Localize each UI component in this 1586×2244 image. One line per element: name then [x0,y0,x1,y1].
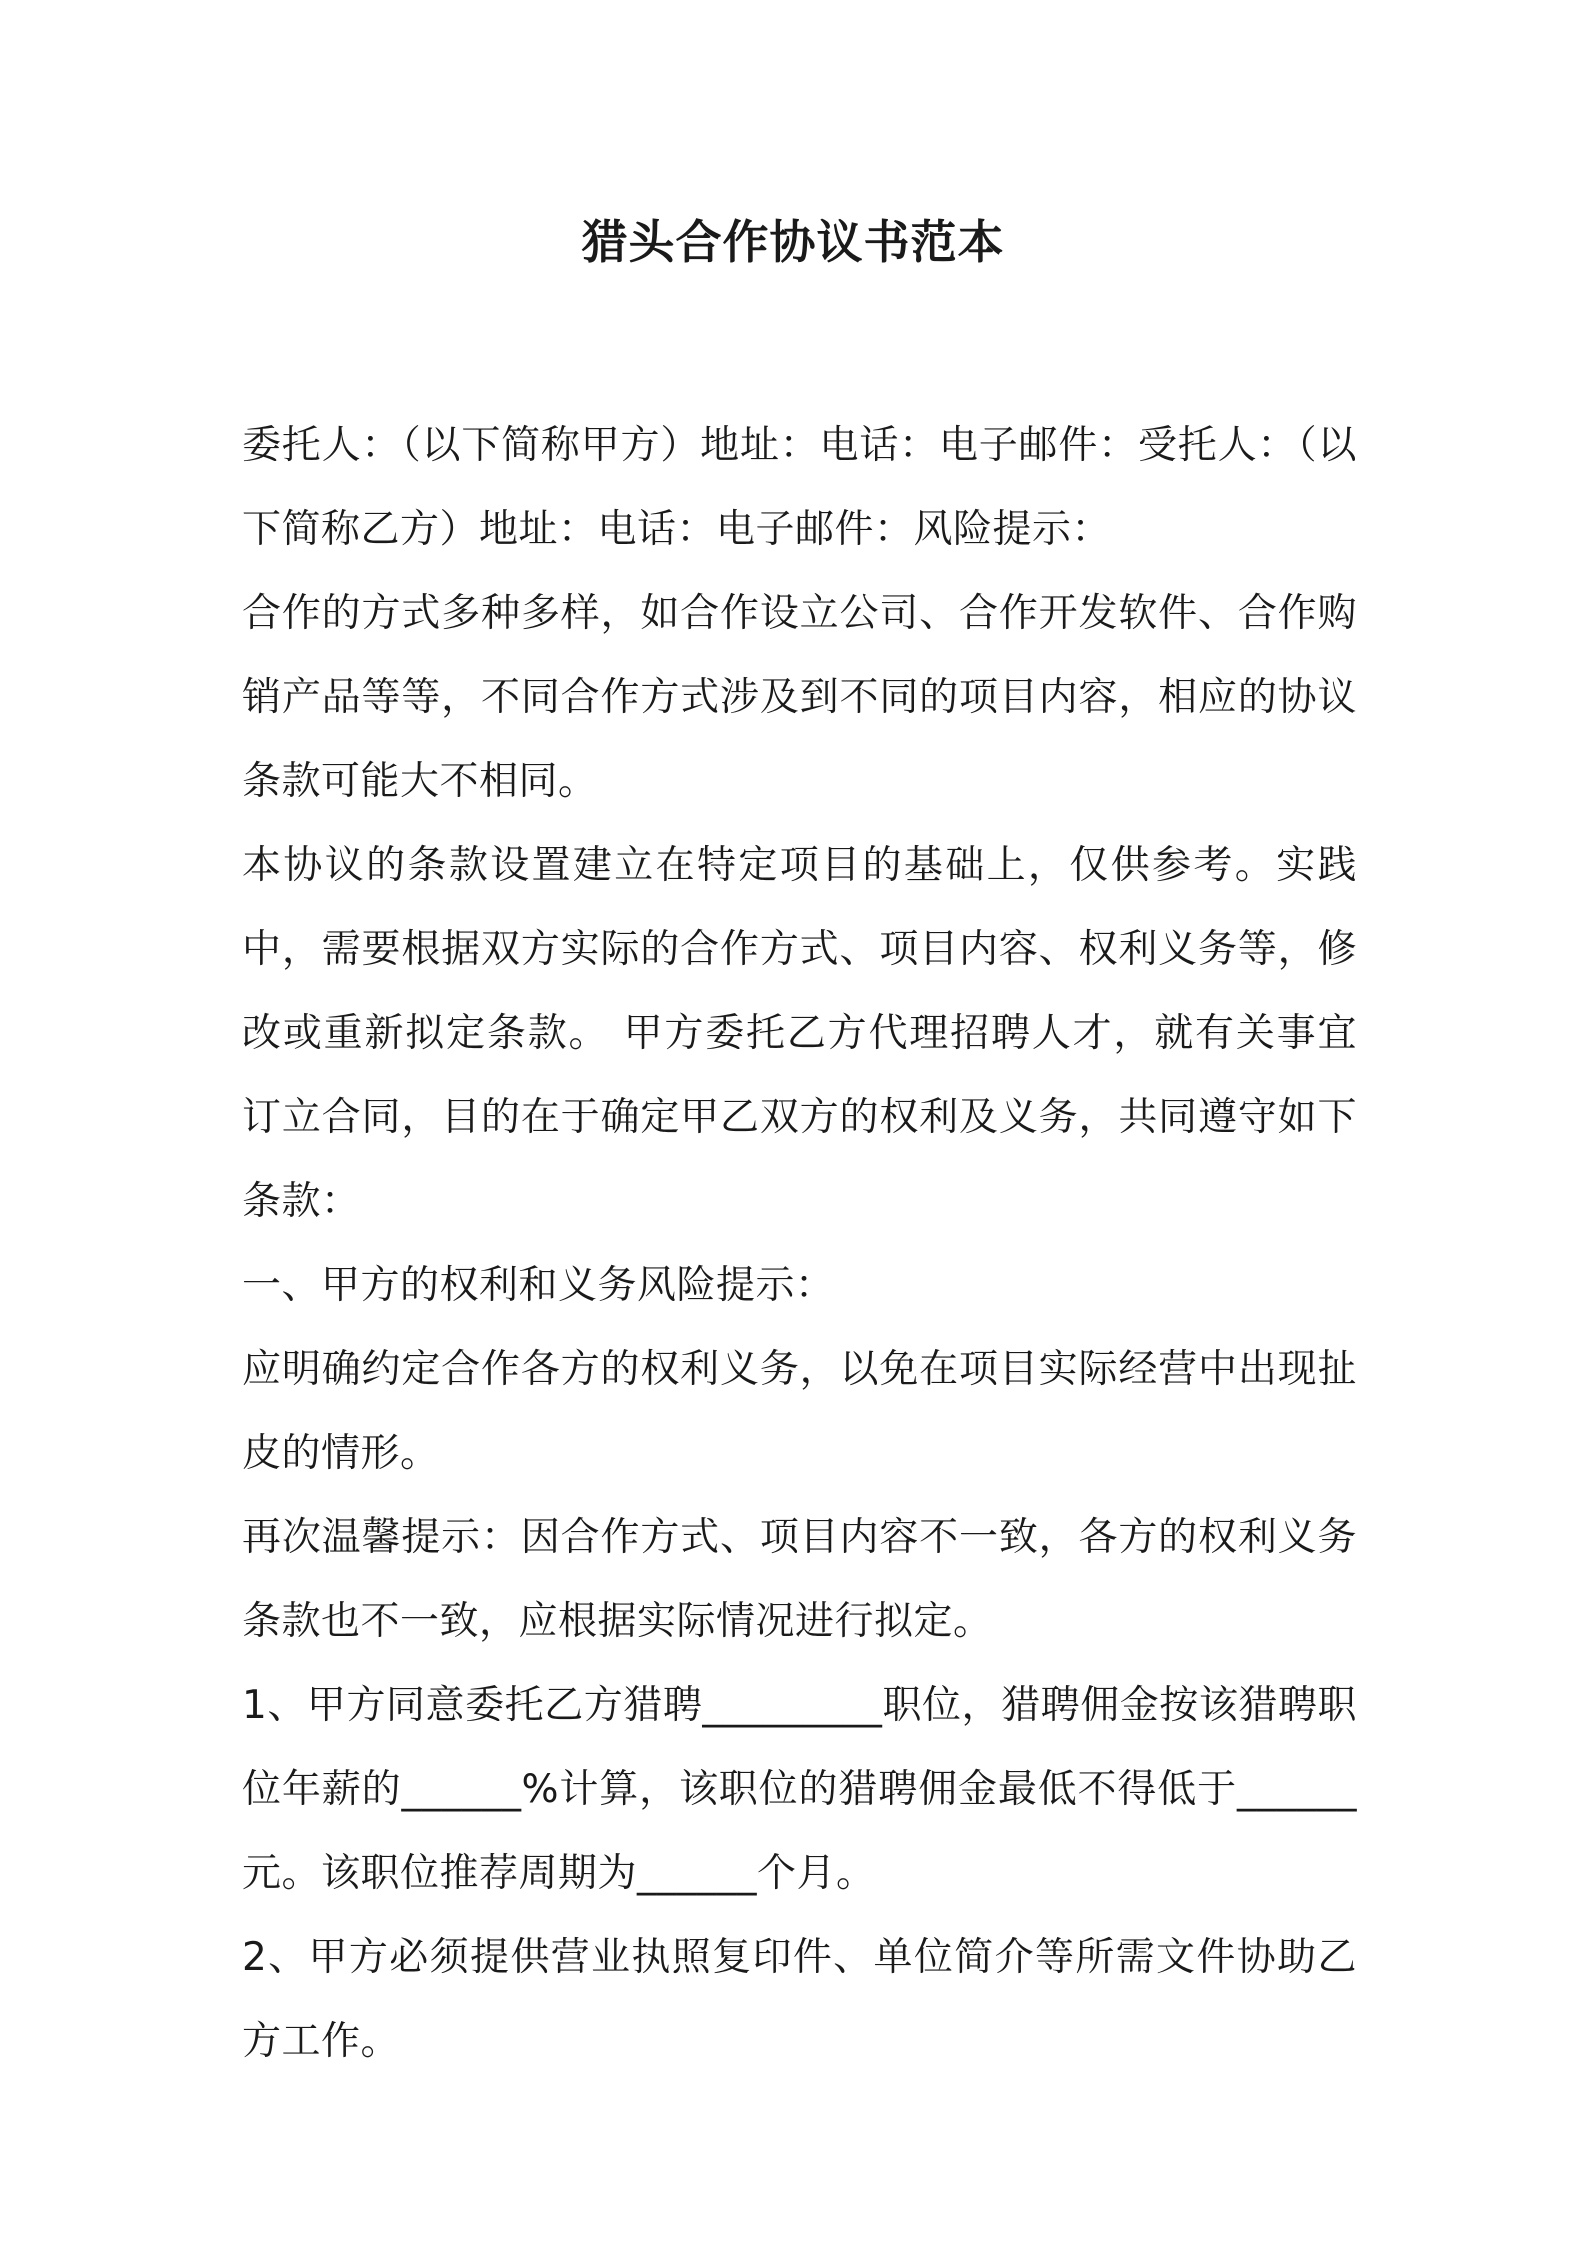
clause-1-paragraph: 1、甲方同意委托乙方猎聘_________职位，猎聘佣金按该猎聘职位年薪的______%计算，该职位的猎聘佣金最低不得低于______元。该职位推荐周期为______个月。 [242,1683,1357,1896]
reminder-paragraph: 再次温馨提示：因合作方式、项目内容不一致，各方的权利义务条款也不一致，应根据实际情况进行拟定。 [242,1515,1357,1644]
reference-paragraph: 本协议的条款设置建立在特定项目的基础上，仅供参考。实践中，需要根据双方实际的合作方式、项目内容、权利义务等，修改或重新拟定条款。 甲方委托乙方代理招聘人才，就有关事宜订立合同，目的在于确定甲乙双方的权利及义务，共同遵守如下条款： [242,843,1357,1224]
section-heading-party-a: 一、甲方的权利和义务风险提示： [242,1263,835,1308]
parties-paragraph: 委托人：（以下简称甲方）地址：电话：电子邮件：受托人：（以下简称乙方）地址：电话：电子邮件：风险提示： [242,423,1357,552]
cooperation-note-paragraph: 合作的方式多种多样，如合作设立公司、合作开发软件、合作购销产品等等，不同合作方式涉及到不同的项目内容，相应的协议条款可能大不相同。 [242,591,1357,804]
document-body [242,404,1357,2084]
document-title: 猎头合作协议书范本 [581,215,1005,269]
rights-note-paragraph: 应明确约定合作各方的权利义务，以免在项目实际经营中出现扯皮的情形。 [242,1347,1357,1476]
clause-2-paragraph: 2、甲方必须提供营业执照复印件、单位简介等所需文件协助乙方工作。 [242,1935,1357,2064]
